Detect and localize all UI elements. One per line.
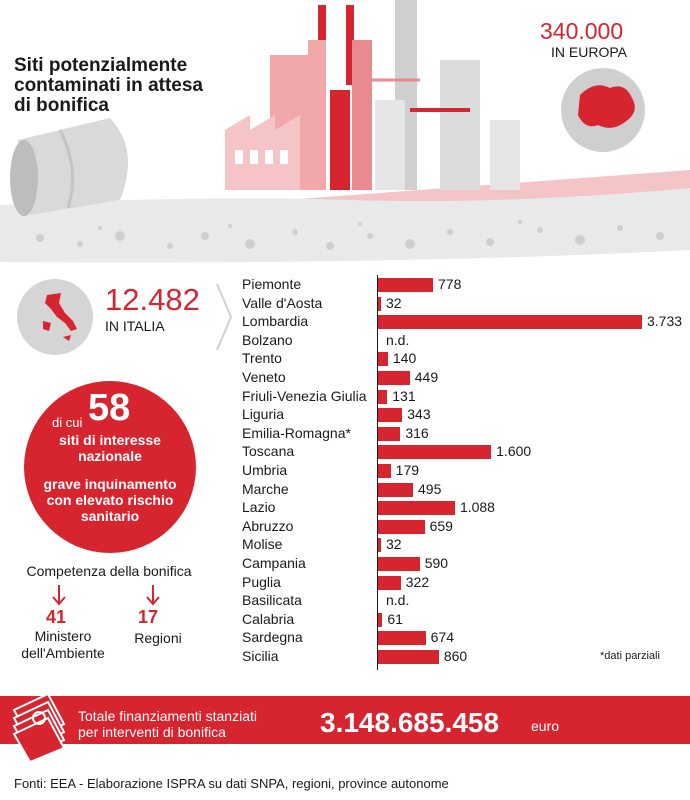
italy-label: IN ITALIA: [105, 318, 165, 334]
bar-category-label: Campania: [242, 555, 306, 571]
source-note: Fonti: EEA - Elaborazione ISPRA su dati SNPA, regioni, province autonome: [14, 776, 449, 791]
bar-value-label: 343: [407, 406, 431, 423]
regions-count: 17: [138, 607, 159, 627]
bar-category-label: Sicilia: [242, 648, 279, 664]
bar-value-label: 131: [392, 387, 416, 404]
europe-count: 340.000: [540, 18, 624, 44]
bar: [378, 445, 491, 459]
bar-value-label: 1.600: [496, 443, 532, 460]
bar: [378, 464, 391, 478]
bar-category-label: Lazio: [242, 499, 276, 516]
bar: [378, 427, 400, 441]
sin-count: 58: [88, 387, 131, 429]
bar-value-label: 32: [386, 536, 402, 553]
funding-value: 3.148.685.458: [320, 707, 500, 738]
bar-value-label: 3.733: [647, 313, 683, 330]
bar: [378, 520, 425, 534]
bar-value-label: 860: [443, 648, 468, 664]
page-title: Siti potenzialmente contaminati in attesa di bonifica: [14, 55, 203, 116]
bar-category-label: Sardegna: [242, 629, 303, 646]
bar-value-label: 590: [424, 555, 449, 571]
bar-category-label: Veneto: [242, 369, 286, 385]
funding-label: [78, 708, 257, 740]
bar: [378, 557, 420, 571]
bar-value-label: 778: [438, 276, 462, 292]
bar-category-label: Liguria: [242, 406, 285, 423]
bar-value-label: 140: [392, 350, 417, 367]
bar-value-label: 1.088: [459, 499, 495, 516]
bar-category-label: Bolzano: [242, 331, 293, 348]
bar-category-label: Puglia: [242, 573, 281, 590]
bar-category-label: Toscana: [242, 443, 295, 460]
bar-value-label: 61: [387, 610, 403, 627]
bar-value-label: 322: [405, 573, 430, 590]
bar: [378, 576, 401, 590]
competence-title: Competenza della bonifica: [26, 563, 192, 579]
bar: [378, 613, 382, 627]
bar: [378, 352, 388, 366]
bar-category-label: Trento: [242, 350, 282, 367]
bar-category-label: Abruzzo: [242, 517, 294, 534]
bar: [378, 371, 410, 385]
ministry-count: 41: [46, 607, 67, 627]
money-stack-icon: [10, 680, 68, 762]
bar-value-label: 32: [386, 294, 402, 311]
ministry-label: Ministero dell'Ambiente: [21, 628, 105, 661]
italy-count: 12.482: [105, 282, 200, 317]
bar-category-label: Lombardia: [242, 313, 309, 330]
bar: [378, 278, 433, 292]
bar: [378, 408, 402, 422]
bar: [378, 297, 381, 311]
funding-label-line1: Totale finanziamenti stanziati: [78, 708, 257, 724]
europe-label: IN EUROPA: [551, 44, 627, 60]
bar: [378, 390, 387, 404]
bar-category-label: Basilicata: [242, 592, 302, 609]
bar: [378, 501, 455, 515]
bar-category-label: Valle d'Aosta: [242, 294, 323, 311]
circle-prefix: di cui: [52, 415, 83, 430]
bar-value-label: 316: [405, 424, 429, 441]
bar-value-label: 179: [395, 462, 420, 478]
bar-category-label: Friuli-Venezia Giulia: [242, 387, 367, 404]
bar-value-label: n.d.: [386, 592, 410, 609]
regions-label: Regioni: [134, 630, 182, 646]
bar-category-label: Molise: [242, 536, 283, 553]
bar-value-label: 449: [414, 369, 439, 385]
bar-value-label: n.d.: [386, 331, 410, 348]
bar: [378, 538, 381, 552]
sin-label: siti di interesse nazionale: [59, 432, 161, 464]
bar-value-label: 495: [418, 480, 442, 497]
bar-category-label: Calabria: [242, 610, 295, 627]
bar: [378, 650, 439, 664]
funding-unit: euro: [531, 718, 560, 734]
bar-category-label: Umbria: [242, 462, 288, 478]
sin-description: grave inquinamento con elevato rischio sanitario: [43, 476, 177, 524]
bar-category-label: Piemonte: [242, 276, 302, 292]
bar-category-label: Emilia-Romagna*: [242, 424, 351, 441]
bar-value-label: 659: [429, 517, 453, 534]
bar: [378, 631, 426, 645]
chart-note: *dati parziali: [600, 650, 660, 662]
bar-category-label: Marche: [242, 480, 289, 497]
bar-value-label: 674: [430, 629, 455, 646]
funding-label-line2: per interventi di bonifica: [78, 724, 226, 740]
bar: [378, 483, 413, 497]
bar: [378, 315, 642, 329]
